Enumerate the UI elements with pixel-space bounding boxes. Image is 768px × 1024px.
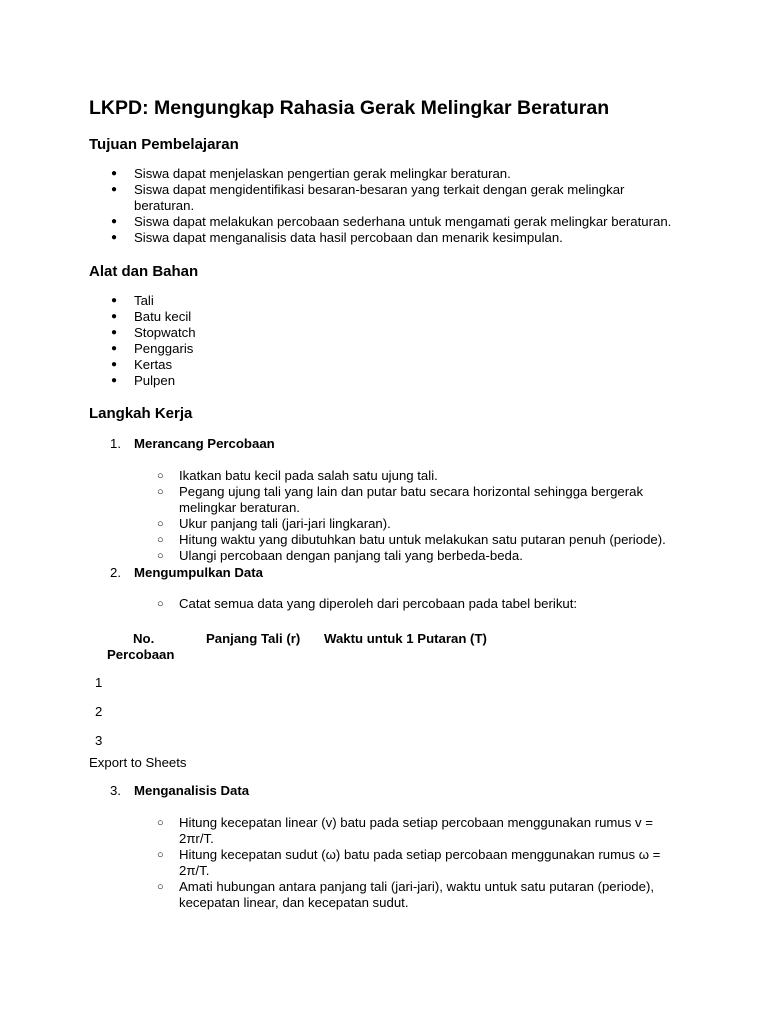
list-item: Pegang ujung tali yang lain dan putar batu secara horizontal sehingga bergerak — [179, 484, 644, 499]
list-item: Catat semua data yang diperoleh dari percobaan pada tabel berikut: — [179, 596, 578, 611]
bullet-icon: ● — [111, 168, 118, 179]
list-item: Kertas — [134, 357, 173, 372]
section-heading-tujuan: Tujuan Pembelajaran — [89, 136, 239, 153]
list-item: Batu kecil — [134, 309, 192, 324]
circle-bullet-icon: ○ — [157, 881, 164, 893]
list-item: Hitung kecepatan sudut (ω) batu pada setiap percobaan menggunakan rumus ω = — [179, 847, 661, 862]
table-row: 1 — [95, 675, 103, 690]
bullet-icon: ● — [111, 343, 118, 354]
circle-bullet-icon: ○ — [157, 470, 164, 482]
list-item-continuation: kecepatan linear, dan kecepatan sudut. — [179, 895, 409, 910]
section-heading-alat: Alat dan Bahan — [89, 263, 199, 280]
list-item: Hitung kecepatan linear (v) batu pada setiap percobaan menggunakan rumus v = — [179, 815, 653, 830]
bullet-icon: ● — [111, 375, 118, 386]
list-item: Siswa dapat melakukan percobaan sederhana untuk mengamati gerak melingkar beraturan. — [134, 214, 672, 229]
list-item: Pulpen — [134, 373, 176, 388]
circle-bullet-icon: ○ — [157, 849, 164, 861]
circle-bullet-icon: ○ — [157, 518, 164, 530]
step-title: Mengumpulkan Data — [134, 565, 263, 580]
step-number: 2. — [110, 565, 121, 580]
list-item: Ukur panjang tali (jari-jari lingkaran). — [179, 516, 391, 531]
list-item: Penggaris — [134, 341, 194, 356]
export-to-sheets-link[interactable]: Export to Sheets — [89, 755, 187, 770]
list-item: Ulangi percobaan dengan panjang tali yang berbeda-beda. — [179, 548, 523, 563]
bullet-icon: ● — [111, 327, 118, 338]
list-item: Hitung waktu yang dibutuhkan batu untuk melakukan satu putaran penuh (periode). — [179, 532, 666, 547]
list-item: Amati hubungan antara panjang tali (jari-jari), waktu untuk satu putaran (periode), — [179, 879, 655, 894]
table-row: 3 — [95, 733, 103, 748]
circle-bullet-icon: ○ — [157, 598, 164, 610]
page-title: LKPD: Mengungkap Rahasia Gerak Melingkar Beraturan — [89, 97, 610, 119]
section-heading-langkah: Langkah Kerja — [89, 405, 193, 422]
list-item: Siswa dapat menjelaskan pengertian gerak melingkar beraturan. — [134, 166, 511, 181]
bullet-icon: ● — [111, 295, 118, 306]
circle-bullet-icon: ○ — [157, 534, 164, 546]
table-header-percobaan: Percobaan — [107, 647, 175, 662]
bullet-icon: ● — [111, 359, 118, 370]
table-header-waktu: Waktu untuk 1 Putaran (T) — [324, 631, 487, 646]
bullet-icon: ● — [111, 232, 118, 243]
circle-bullet-icon: ○ — [157, 486, 164, 498]
step-number: 3. — [110, 783, 121, 798]
list-item: Siswa dapat mengidentifikasi besaran-besaran yang terkait dengan gerak melingkar — [134, 182, 625, 197]
bullet-icon: ● — [111, 311, 118, 322]
list-item: Stopwatch — [134, 325, 196, 340]
step-title: Merancang Percobaan — [134, 436, 275, 451]
list-item: Siswa dapat menganalisis data hasil percobaan dan menarik kesimpulan. — [134, 230, 563, 245]
bullet-icon: ● — [111, 216, 118, 227]
list-item-continuation: beraturan. — [134, 198, 195, 213]
bullet-icon: ● — [111, 184, 118, 195]
step-number: 1. — [110, 436, 121, 451]
list-item-continuation: 2πr/T. — [179, 831, 214, 846]
table-row: 2 — [95, 704, 103, 719]
list-item: Ikatkan batu kecil pada salah satu ujung tali. — [179, 468, 438, 483]
circle-bullet-icon: ○ — [157, 817, 164, 829]
step-title: Menganalisis Data — [134, 783, 250, 798]
table-header-panjang-tali: Panjang Tali (r) — [206, 631, 301, 646]
table-header-no: No. — [133, 631, 155, 646]
list-item-continuation: melingkar beraturan. — [179, 500, 300, 515]
list-item: Tali — [134, 293, 154, 308]
list-item-continuation: 2π/T. — [179, 863, 210, 878]
circle-bullet-icon: ○ — [157, 550, 164, 562]
